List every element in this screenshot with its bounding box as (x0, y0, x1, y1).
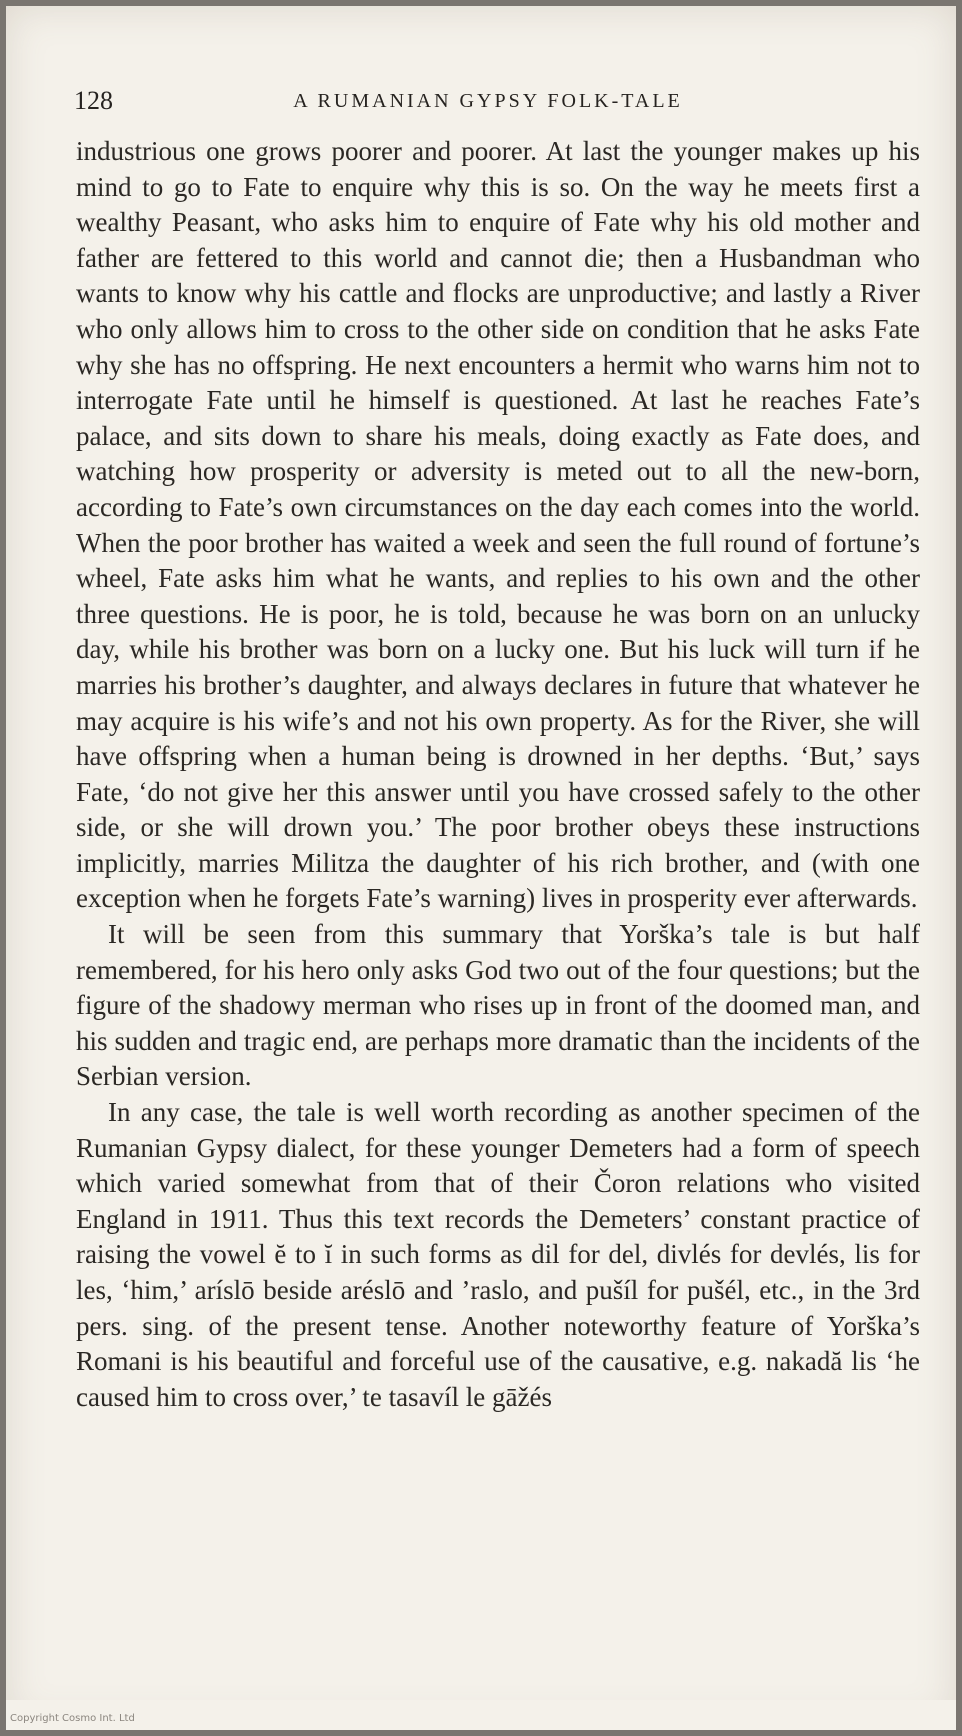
running-title: A RUMANIAN GYPSY FOLK-TALE (293, 90, 683, 112)
paragraph-2: It will be seen from this summary that Yorška’s tale is but half remembered, for his hero only asks God two out of the four questions; but the figure of the shadowy merman who rises up in front of the doomed man, and his sudden and tragic end, are perhaps more dramatic than the incidents of the Serbian version. (76, 919, 920, 1092)
paragraph-1: industrious one grows poorer and poorer. At last the younger makes up his mind to go to Fate to enquire why this is so. On the way he meets first a wealthy Peasant, who asks him to enquire of Fate why his old mother and father are fettered to this world and cannot die; then a Husbandman who wants to know why his cattle and flocks are unproductive; and lastly a River who only allows him to cross to the other side on condition that he asks Fate why she has no offspring. He next encounters a hermit who warns him not to interrogate Fate until he himself is questioned. At last he reaches Fate’s palace, and sits down to share his meals, doing exactly as Fate does, and watching how prosperity or adversity is meted out to all the new-born, according to Fate’s own circumstances on the day each comes into the world. When the poor brother has waited a week and seen the full round of fortune’s wheel, Fate asks him what he wants, and replies to his own and the other three questions. He is poor, he is told, because he was born on an unlucky day, while his brother was born on a lucky one. But his luck will turn if he marries his brother’s daughter, and always declares in future that whatever he may acquire is his wife’s and not his own property. As for the River, she will have offspring when a human being is drowned in her depths. ‘But,’ says Fate, ‘do not give her this answer until you have crossed safely to the other side, or she will drown you.’ The poor brother obeys these instructions implicitly, marries Militza the daughter of his rich brother, and (with one exception when he forgets Fate’s warning) lives in prosperity ever afterwards. (76, 136, 920, 914)
page-footer (6, 1700, 956, 1730)
book-page (6, 6, 956, 1724)
paragraph-3: In any case, the tale is well worth recording as another specimen of the Rumanian Gypsy dialect, for these younger Demeters had a form of speech which varied somewhat from that of their Čoron relations who visited England in 1911. Thus this text records the Demeters’ constant practice of raising the vowel ĕ to ĭ in such forms as dil for del, divlés for devlés, lis for les, ‘him,’ aríslō beside aréslō and ’raslo, and pušíl for pušél, etc., in the 3rd pers. sing. of the present tense. Another noteworthy feature of Yorška’s Romani is his beautiful and forceful use of the causative, e.g. nakadă lis ‘he caused him to cross over,’ te tasavíl le gāžés (76, 1097, 920, 1412)
page-body (76, 134, 920, 1415)
copyright-watermark: Copyright Cosmo Int. Ltd (10, 1713, 135, 1724)
page-header (68, 86, 908, 126)
page-number: 128 (74, 86, 113, 115)
